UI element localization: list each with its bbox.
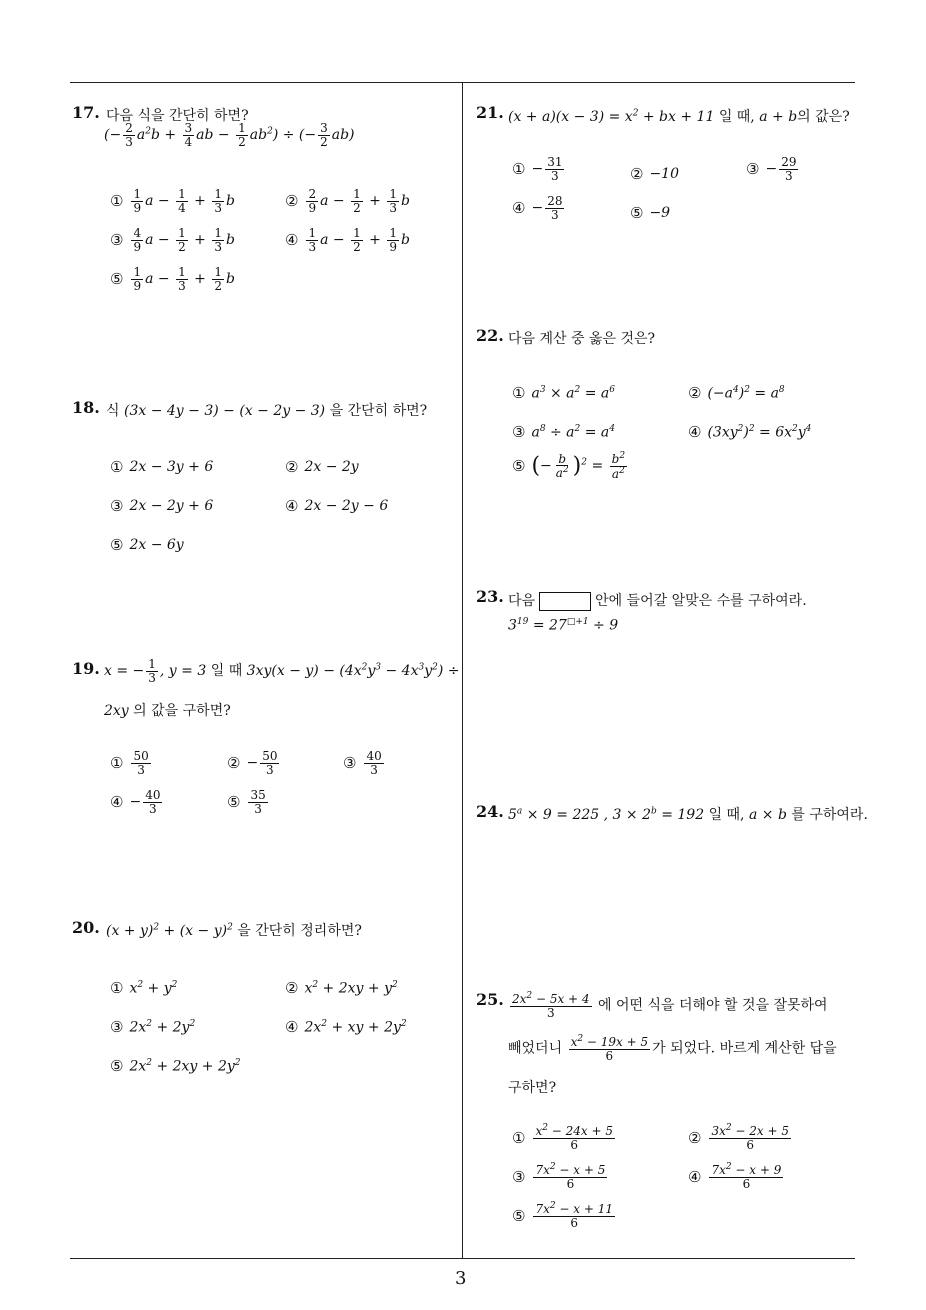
q22-option-2[interactable]: ② $(-a^4)^2 = a^8$ bbox=[688, 384, 785, 402]
q25-option-2[interactable]: ② $\frac{3x^2 - 2x + 5}{6}$ bbox=[688, 1123, 789, 1152]
q21-number: 21. bbox=[476, 103, 504, 122]
q25-prompt-line2: 빼었더니 $\frac{x^2 - 19x + 5}{6}$ 가 되었다. 바르게 계산한 답을 bbox=[508, 1034, 837, 1063]
q19-prompt-line1: x = − $\frac{1}{3}$ , y = 3 일 때 $3xy(x - y) - (4x^2y^3 - 4x^3y^2)$ ÷ bbox=[104, 657, 460, 685]
q19-option-5[interactable]: ⑤ $\frac{35}{3}$ bbox=[227, 788, 266, 816]
q18-option-4[interactable]: ④ 2x − 2y − 6 bbox=[285, 497, 389, 515]
q19-option-1[interactable]: ① $\frac{50}{3}$ bbox=[110, 749, 149, 777]
q22-number: 22. bbox=[476, 326, 504, 345]
q20-option-2[interactable]: ② $x^2 + 2xy + y^2$ bbox=[285, 979, 398, 997]
q17-number: 17. bbox=[72, 103, 100, 122]
q25-number: 25. bbox=[476, 990, 504, 1009]
q18-option-1[interactable]: ① 2x − 3y + 6 bbox=[110, 458, 214, 476]
q17-expression: (− $\frac{2}{3}$ $a^2b$ + $\frac{3}{4}$ ab − $\frac{1}{2}$ $ab^2$) ÷ (− $\frac{3}{2}$ ab) bbox=[104, 121, 355, 149]
q21-option-5[interactable]: ⑤ −9 bbox=[630, 204, 671, 222]
q17-option-1[interactable]: ① $\frac{1}{9}$ a − $\frac{1}{4}$ + $\frac{1}{3}$ b bbox=[110, 187, 235, 215]
q25-option-1[interactable]: ① $\frac{x^2 - 24x + 5}{6}$ bbox=[512, 1123, 614, 1152]
q21-prompt: $(x + a)(x - 3) = x^2$ + bx + 11 일 때, a + b의 값은? bbox=[508, 108, 850, 125]
q25-prompt-line3: 구하면? bbox=[508, 1080, 557, 1096]
q18-option-5[interactable]: ⑤ 2x − 6y bbox=[110, 536, 184, 554]
q23-expression: $3^{19} = 27^{□+1} \div 9$ bbox=[508, 617, 619, 634]
q24-prompt: $5^a \times 9 = 225$ , $3 \times 2^b = 192$ 일 때, a × b 를 구하여라. bbox=[508, 806, 868, 823]
q22-option-1[interactable]: ① $a^3 \times a^2 = a^6$ bbox=[512, 384, 615, 402]
column-divider bbox=[462, 82, 463, 1259]
q25-option-3[interactable]: ③ $\frac{7x^2 - x + 5}{6}$ bbox=[512, 1162, 606, 1191]
q20-option-3[interactable]: ③ $2x^2 + 2y^2$ bbox=[110, 1018, 196, 1036]
q17-option-5[interactable]: ⑤ $\frac{1}{9}$ a − $\frac{1}{3}$ + $\frac{1}{2}$ b bbox=[110, 265, 235, 293]
q24-number: 24. bbox=[476, 802, 504, 821]
q21-option-1[interactable]: ① − $\frac{31}{3}$ bbox=[512, 155, 563, 183]
q17-option-3[interactable]: ③ $\frac{4}{9}$ a − $\frac{1}{2}$ + $\frac{1}{3}$ b bbox=[110, 226, 235, 254]
q25-prompt-line1: $\frac{2x^2 - 5x + 4}{3}$ 에 어떤 식을 더해야 할 것을 잘못하여 bbox=[512, 991, 828, 1020]
answer-box bbox=[539, 592, 591, 611]
q20-option-1[interactable]: ① $x^2 + y^2$ bbox=[110, 979, 178, 997]
q25-option-5[interactable]: ⑤ $\frac{7x^2 - x + 11}{6}$ bbox=[512, 1201, 613, 1230]
bottom-rule bbox=[70, 1258, 855, 1259]
q23-prompt: 다음 안에 들어갈 알맞은 수를 구하여라. bbox=[508, 593, 807, 609]
q18-prompt: 식 (3x − 4y − 3) − (x − 2y − 3) 을 간단히 하면? bbox=[106, 403, 428, 419]
q22-option-4[interactable]: ④ $(3xy^2)^2 = 6x^2y^4$ bbox=[688, 423, 812, 441]
q25-option-4[interactable]: ④ $\frac{7x^2 - x + 9}{6}$ bbox=[688, 1162, 782, 1191]
q18-number: 18. bbox=[72, 398, 100, 417]
q22-prompt: 다음 계산 중 옳은 것은? bbox=[508, 331, 656, 347]
q21-option-3[interactable]: ③ − $\frac{29}{3}$ bbox=[746, 155, 797, 183]
q17-option-2[interactable]: ② $\frac{2}{9}$ a − $\frac{1}{2}$ + $\frac{1}{3}$ b bbox=[285, 187, 410, 215]
q19-option-3[interactable]: ③ $\frac{40}{3}$ bbox=[343, 749, 382, 777]
q22-option-5[interactable]: ⑤ (− $\frac{b}{a^2}$ )$^2$ = $\frac{b^2}{a^2}$ bbox=[512, 451, 626, 481]
q19-number: 19. bbox=[72, 659, 100, 678]
q20-option-4[interactable]: ④ $2x^2$ + xy + $2y^2$ bbox=[285, 1018, 407, 1036]
q21-option-4[interactable]: ④ − $\frac{28}{3}$ bbox=[512, 194, 563, 222]
q20-prompt: $(x + y)^2 + (x - y)^2$ 을 간단히 정리하면? bbox=[106, 922, 362, 939]
q20-number: 20. bbox=[72, 918, 100, 937]
q22-option-3[interactable]: ③ $a^8 \div a^2 = a^4$ bbox=[512, 423, 615, 441]
q19-option-4[interactable]: ④ − $\frac{40}{3}$ bbox=[110, 788, 161, 816]
q20-option-5[interactable]: ⑤ $2x^2 + 2xy + 2y^2$ bbox=[110, 1057, 241, 1075]
q23-number: 23. bbox=[476, 587, 504, 606]
q19-prompt-line2: 2xy 의 값을 구하면? bbox=[104, 703, 231, 719]
q21-option-2[interactable]: ② −10 bbox=[630, 165, 679, 183]
q17-prompt: 다음 식을 간단히 하면? bbox=[106, 108, 249, 124]
q19-option-2[interactable]: ② − $\frac{50}{3}$ bbox=[227, 749, 278, 777]
q18-option-3[interactable]: ③ 2x − 2y + 6 bbox=[110, 497, 214, 515]
q18-option-2[interactable]: ② 2x − 2y bbox=[285, 458, 359, 476]
q17-option-4[interactable]: ④ $\frac{1}{3}$ a − $\frac{1}{2}$ + $\frac{1}{9}$ b bbox=[285, 226, 410, 254]
page-number: 3 bbox=[455, 1268, 467, 1289]
